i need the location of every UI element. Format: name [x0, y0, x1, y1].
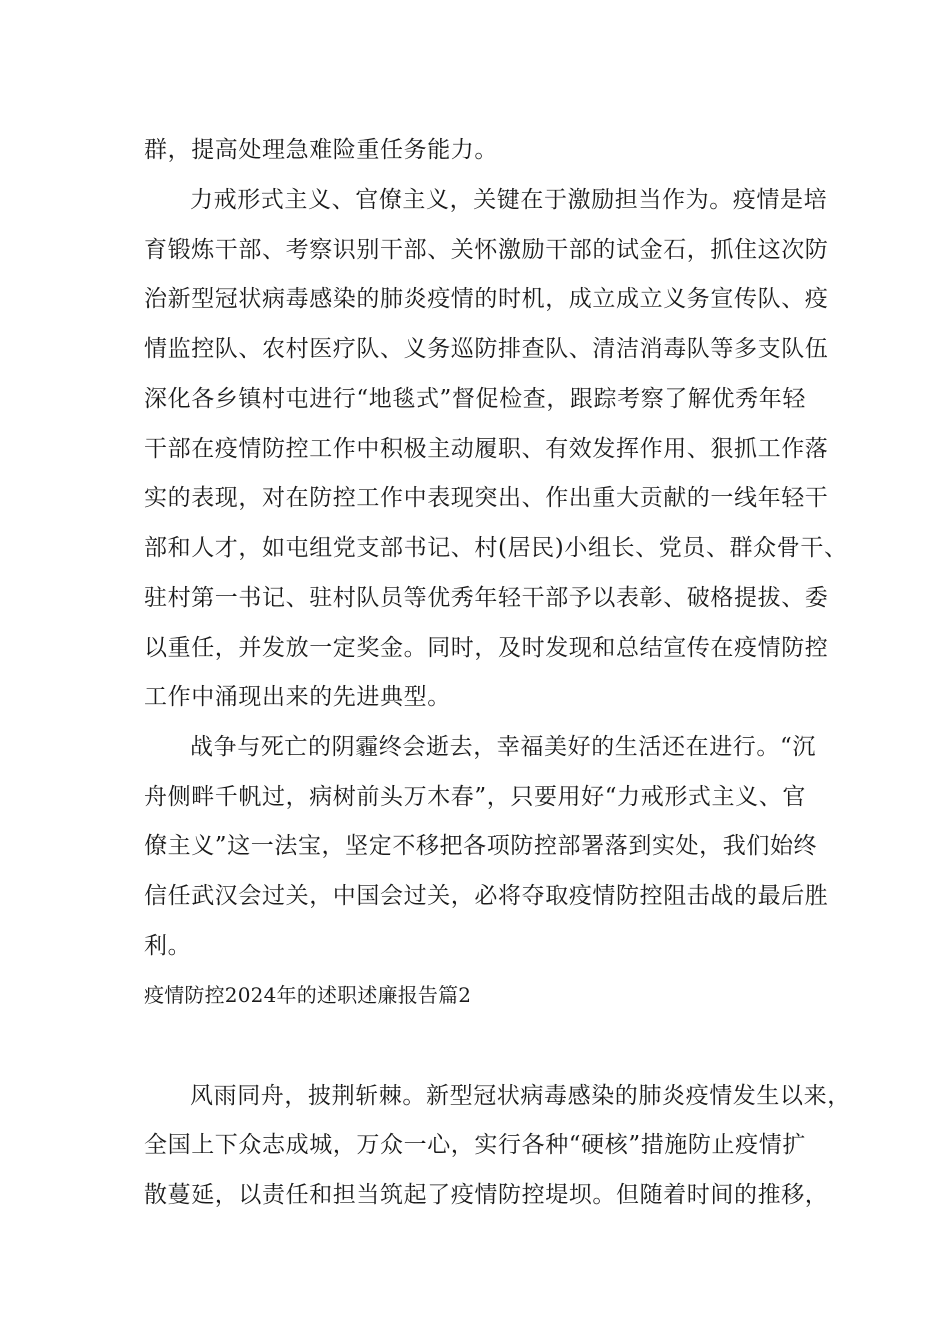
paragraph-line: 僚主义”这一法宝，坚定不移把各项防控部署落到实处，我们始终	[144, 833, 818, 859]
paragraph-line: 干部在疫情防控工作中积极主动履职、有效发挥作用、狠抓工作落	[144, 436, 829, 462]
paragraph-line: 群，提高处理急难险重任务能力。	[144, 137, 498, 163]
paragraph-line: 治新型冠状病毒感染的肺炎疫情的时机，成立成立义务宣传队、疫	[144, 286, 829, 312]
paragraph-line: 风雨同舟，披荆斩棘。新型冠状病毒感染的肺炎疫情发生以来，	[190, 1083, 851, 1109]
paragraph-line: 信任武汉会过关，中国会过关，必将夺取疫情防控阻击战的最后胜	[144, 883, 829, 909]
paragraph-line: 部和人才，如屯组党支部书记、村(居民)小组长、党员、群众骨干、	[144, 535, 848, 561]
paragraph-line: 散蔓延，以责任和担当筑起了疫情防控堤坝。但随着时间的推移，	[144, 1182, 829, 1208]
paragraph-line: 育锻炼干部、考察识别干部、关怀激励干部的试金石，抓住这次防	[144, 237, 829, 263]
section-heading: 疫情防控2024年的述职述廉报告篇2	[144, 983, 472, 1007]
paragraph-line: 以重任，并发放一定奖金。同时，及时发现和总结宣传在疫情防控	[144, 635, 829, 661]
paragraph-line: 深化各乡镇村屯进行“地毯式”督促检查，跟踪考察了解优秀年轻	[144, 386, 806, 412]
paragraph-line: 工作中涌现出来的先进典型。	[144, 684, 451, 710]
paragraph-line: 战争与死亡的阴霾终会逝去，幸福美好的生活还在进行。“沉	[190, 734, 816, 760]
paragraph-line: 力戒形式主义、官僚主义，关键在于激励担当作为。疫情是培	[190, 187, 828, 213]
paragraph-line: 驻村第一书记、驻村队员等优秀年轻干部予以表彰、破格提拔、委	[144, 585, 829, 611]
paragraph-line: 利。	[144, 933, 192, 959]
paragraph-line: 全国上下众志成城，万众一心，实行各种“硬核”措施防止疫情扩	[144, 1132, 806, 1158]
paragraph-line: 情监控队、农村医疗队、义务巡防排查队、清洁消毒队等多支队伍	[144, 336, 829, 362]
paragraph-line: 实的表现，对在防控工作中表现突出、作出重大贡献的一线年轻干	[144, 485, 829, 511]
paragraph-line: 舟侧畔千帆过，病树前头万木春”，只要用好“力戒形式主义、官	[144, 784, 806, 810]
